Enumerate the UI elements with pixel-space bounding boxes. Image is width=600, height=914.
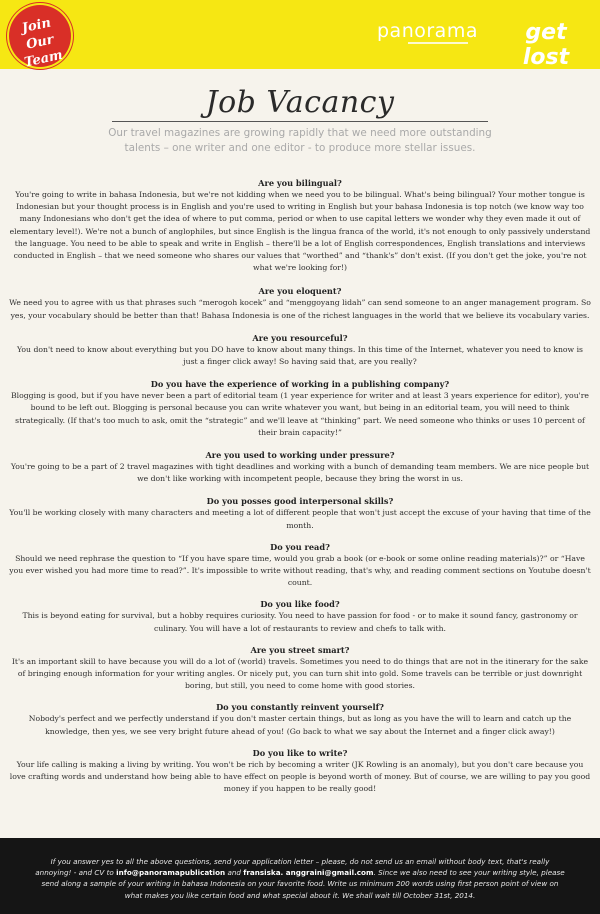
- footer-email-1[interactable]: info@panoramapublication: [116, 868, 226, 878]
- section-answer: It's an important skill to have because you will do a lot of (world) travels. Sometimes you need to do things that are not in the itinerary for the sake of bringing enough information for your writing angles. Or nicely put, you can turn shit into gold. Some travels can be terrible or just downright boring, but still, you need to come home with good stories.: [11, 656, 589, 691]
- qa-section: [9, 333, 591, 368]
- page-title: Job Vacancy: [205, 85, 395, 120]
- qa-section: [9, 178, 591, 274]
- section-question: Do you like food?: [260, 599, 340, 610]
- footer-banner: [0, 838, 600, 914]
- qa-section: [9, 496, 591, 531]
- footer-email-2[interactable]: fransiska. anggraini@gmail.com: [243, 868, 374, 878]
- get-lost-logo: get lost: [522, 20, 570, 70]
- section-question: Do you posses good interpersonal skills?: [206, 496, 394, 507]
- section-question: Are you bilingual?: [258, 178, 342, 188]
- section-question: Do you like to write?: [252, 747, 348, 758]
- footer-text-part2: and: [225, 868, 244, 878]
- qa-section: [9, 599, 591, 634]
- join-badge-text: [4, 11, 75, 74]
- footer-text-part1: If you answer yes to all the above questions, send your application letter – please, do not send us an email without body text, that's really annoying! - and CV to: [35, 857, 550, 878]
- panorama-logo: panorama: [377, 20, 478, 42]
- join-our-team-badge[interactable]: [9, 5, 71, 71]
- badge-line-1: Join: [20, 15, 53, 37]
- section-answer: You'll be working closely with many characters and meeting a lot of different people that won't just accept the excuse of your having that time of the month.: [9, 508, 591, 530]
- section-question: Are you eloquent?: [258, 286, 342, 297]
- sections-list: [9, 168, 591, 796]
- section-question: Are you street smart?: [250, 644, 350, 655]
- intro-text: Our travel magazines are growing rapidly that we need more outstanding talents – one writer and one editor - to produce more stellar issues.: [108, 127, 492, 154]
- title-divider: [112, 121, 488, 122]
- section-answer: You're going to be a part of 2 travel magazines with tight deadlines and working with a bunch of demanding team members. We are nice people but we don't like working with incompetent people, because they bring the worst in us.: [10, 462, 590, 484]
- header-banner: [0, 0, 600, 69]
- section-answer: Should we need rephrase the question to “If you have spare time, would you grab a book (or e-book or some online reading materials)?” or “Have you ever wished you had more time to read?”. It's impossible to write without reading, that's why, and reading comment sections on Youtube doesn't count.: [9, 553, 591, 588]
- qa-section: [9, 748, 591, 796]
- panorama-logo-underline: [408, 42, 468, 44]
- section-answer: You don't need to know about everything but you DO have to know about many things. In this time of the Internet, whatever you need to know is just a finger click away! So having said that, are you really?: [17, 344, 583, 367]
- section-question: Do you constantly reinvent yourself?: [216, 702, 384, 713]
- qa-section: [9, 542, 591, 590]
- section-answer: Your life calling is making a living by writing. You won't be rich by becoming a writer (JK Rowling is an anomaly), but you don't care because you love crafting words and understand how being able to have effect on people is beyond worth of money. But of course, we are willing to pay you good money if you happen to be really good!: [9, 759, 591, 794]
- section-answer: We need you to agree with us that phrases such “merogoh kocek” and “menggoyang lidah” can send someone to an anger management program. So yes, your vocabulary should be better than that! Bahasa Indonesia is one of the richest languages in the world that we believe its vocabulary varies.: [9, 298, 591, 320]
- section-question: Do you read?: [270, 541, 330, 552]
- section-question: Are you resourceful?: [252, 332, 348, 343]
- badge-line-2: Our Team: [23, 32, 64, 71]
- qa-section: [9, 702, 591, 737]
- qa-section: [9, 450, 591, 485]
- footer-text-part3: . Since we also need to see your writing style, please send along a sample of your writing in bahasa Indonesia on your favorite food. Write us minimum 200 words using first person point of view on what makes you like certain food and what special about it. We shall wait till October 31st, 2014.: [41, 868, 565, 900]
- section-answer: This is beyond eating for survival, but a hobby requires curiosity. You need to have passion for food - or to make it sound fancy, gastronomy or culinary. You will have a lot of restaurants to review and chefs to talk with.: [22, 611, 578, 633]
- section-answer: Blogging is good, but if you have never been a part of editorial team (1 year experience for writer and at least 3 years experience for editor), you're bound to be left out. Blogging is personal because you can write whatever you want, but being in an editorial team, you will need to think strategically. (If that's too much to ask, omit the “strategic” and we'll leave at “thinking” part. We need someone who thinks or uses 10 percent of their brain capacity!”: [11, 391, 589, 437]
- section-answer: You're going to write in bahasa Indonesia, but we're not kidding when we need you to be bilingual. What's being bilingual? Your mother tongue is Indonesian but your thought process is in English and you're used to writing in English but your bahasa Indonesia is top notch (we know way too many Indonesians who don't get the idea of where to put comma, period or when to use capital letters we wonder why they even made it out of elementary level!). We're not a bunch of anglophiles, but since English is the lingua franca of the world, it's not enough to only passively understand the language. You need to be able to speak and write in English – there'll be a lot of English correspondences, English translations and interviews conducted in English – that we need someone who shares our values that “worthed” and “thank's” don't exist. (If you don't get the joke, you're not what we're looking for!): [9, 190, 591, 273]
- section-question: Do you have the experience of working in a publishing company?: [150, 379, 450, 390]
- qa-section: [9, 286, 591, 321]
- qa-section: [9, 645, 591, 693]
- section-answer: Nobody's perfect and we perfectly understand if you don't master certain things, but as long as you have the will to learn and catch up the knowledge, then yes, we see very bright future ahead of you! (Go back to what we say about the Internet and a finger click away!): [28, 714, 572, 736]
- qa-section: [9, 379, 591, 439]
- footer-text: [32, 856, 568, 901]
- section-question: Are you used to working under pressure?: [205, 450, 395, 461]
